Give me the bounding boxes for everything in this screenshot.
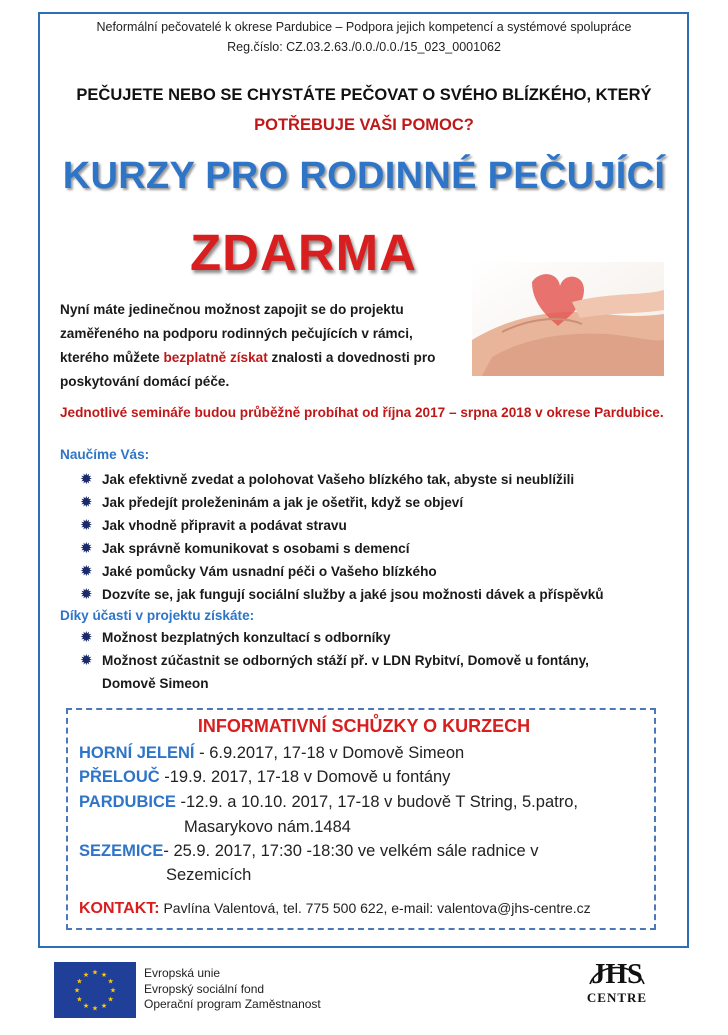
- contact-details: Pavlína Valentová, tel. 775 500 622, e-mail: valentova@jhs-centre.cz: [159, 900, 591, 916]
- eu-star-icon: ★: [76, 996, 83, 1004]
- meeting-place: HORNÍ JELENÍ: [79, 744, 195, 762]
- hands-heart-photo: [472, 262, 664, 376]
- eu-star-icon: ★: [109, 987, 117, 995]
- list-item: ✹ Jaké pomůcky Vám usnadní péči o Vašeho blízkého: [80, 560, 604, 583]
- eu-star-icon: ★: [107, 978, 114, 986]
- question-line-1: PEČUJETE NEBO SE CHYSTÁTE PEČOVAT O SVÉHO BLÍZKÉHO, KTERÝ: [76, 86, 652, 104]
- meeting-details: - 25.9. 2017, 17:30 -18:30 ve velkém sále radnice v: [163, 842, 539, 860]
- jhs-logo-subtext: CENTRE: [586, 990, 648, 1005]
- list-item: ✹ Jak předejít proleženinám a jak je ošetřit, když se objeví: [80, 491, 604, 514]
- meeting-row: [79, 744, 464, 763]
- meetings-heading: INFORMATIVNÍ SCHŮZKY O KURZECH: [197, 716, 531, 736]
- meeting-details: -12.9. a 10.10. 2017, 17-18 v budově T String, 5.patro,: [175, 793, 578, 811]
- eu-flag-icon: [54, 962, 136, 1018]
- gain-heading: Díky účasti v projektu získáte:: [60, 608, 255, 623]
- intro-paragraph: [60, 298, 460, 394]
- jhs-logo-text: JHS: [591, 959, 643, 990]
- star-bullet-icon: ✹: [80, 494, 93, 511]
- question-line-2: POTŘEBUJE VAŠI POMOC?: [254, 116, 474, 134]
- eu-line: Evropský sociální fond: [144, 981, 265, 996]
- meeting-place: PŘELOUČ: [79, 768, 160, 786]
- eu-star-icon: ★: [76, 978, 83, 986]
- list-item: ✹ Jak efektivně zvedat a polohovat Vašeho blízkého tak, abyste si neublížili: [80, 468, 604, 491]
- meeting-row-continuation: Masarykovo nám.1484: [184, 818, 351, 836]
- meetings-box: [66, 708, 656, 930]
- intro-text-2: znalosti a dovednosti pro poskytování domácí péče.: [60, 350, 436, 389]
- eu-star-icon: ★: [82, 971, 90, 979]
- list-item-continuation: Domově Simeon: [102, 676, 209, 691]
- star-bullet-icon: ✹: [80, 586, 93, 603]
- list-item: ✹ Možnost bezplatných konzultací s odborníky: [80, 626, 589, 649]
- eu-line: Evropská unie: [144, 966, 221, 980]
- list-item: ✹ Možnost zúčastnit se odborných stáží př. v LDN Rybitví, Domově u fontány,: [80, 649, 589, 672]
- star-bullet-icon: ✹: [80, 652, 93, 669]
- seminars-note: Jednotlivé semináře budou průběžně probíhat od října 2017 – srpna 2018 v okrese Pardubice.: [60, 405, 664, 420]
- meeting-row-continuation: Sezemicích: [166, 866, 252, 884]
- star-bullet-icon: ✹: [80, 471, 93, 488]
- contact-label: KONTAKT:: [79, 900, 160, 917]
- contact-line: [79, 900, 591, 918]
- intro-text-1: Nyní máte jedinečnou možnost zapojit se do projektu zaměřeného na podporu rodinných pečujících v rámci, kterého můžete: [60, 302, 413, 365]
- teach-list: [80, 468, 604, 606]
- gain-list: [80, 626, 589, 695]
- star-bullet-icon: ✹: [80, 629, 93, 646]
- list-item: ✹ Jak správně komunikovat s osobami s demencí: [80, 537, 604, 560]
- meeting-row: [79, 842, 539, 861]
- list-item: ✹ Jak vhodně připravit a podávat stravu: [80, 514, 604, 537]
- jhs-logo-icon: [582, 960, 652, 1006]
- meeting-details: - 6.9.2017, 17-18 v Domově Simeon: [194, 744, 465, 762]
- eu-star-icon: ★: [107, 996, 114, 1004]
- intro-highlight: bezplatně získat: [163, 350, 268, 365]
- jhs-arc: [584, 958, 650, 998]
- eu-star-icon: ★: [100, 1003, 108, 1011]
- meeting-row: [79, 768, 450, 787]
- eu-line: Operační program Zaměstnanost: [144, 997, 321, 1011]
- eu-star-icon: ★: [82, 1003, 90, 1011]
- meeting-place: SEZEMICE: [79, 842, 164, 860]
- star-bullet-icon: ✹: [80, 563, 93, 580]
- meeting-place: PARDUBICE: [79, 793, 176, 811]
- star-bullet-icon: ✹: [80, 540, 93, 557]
- page-title: KURZY PRO RODINNÉ PEČUJÍCÍ: [62, 155, 666, 197]
- teach-heading: Naučíme Vás:: [60, 447, 150, 462]
- list-item: ✹ Dozvíte se, jak fungují sociální služby a jaké jsou možnosti dávek a příspěvků: [80, 583, 604, 606]
- eu-star-icon: ★: [100, 971, 108, 979]
- registration-number: Reg.číslo: CZ.03.2.63./0.0./0.0./15_023_0001062: [227, 40, 501, 54]
- eu-star-icon: ★: [91, 969, 99, 977]
- meeting-row: [79, 793, 578, 812]
- project-name: Neformální pečovatelé k okrese Pardubice – Podpora jejich kompetencí a systémové spolupráce: [96, 20, 632, 34]
- meeting-details: -19.9. 2017, 17-18 v Domově u fontány: [159, 768, 451, 786]
- star-bullet-icon: ✹: [80, 517, 93, 534]
- free-label: ZDARMA: [190, 224, 417, 281]
- eu-star-icon: ★: [73, 987, 81, 995]
- eu-star-icon: ★: [91, 1005, 99, 1013]
- eu-funding-text: [144, 966, 321, 1013]
